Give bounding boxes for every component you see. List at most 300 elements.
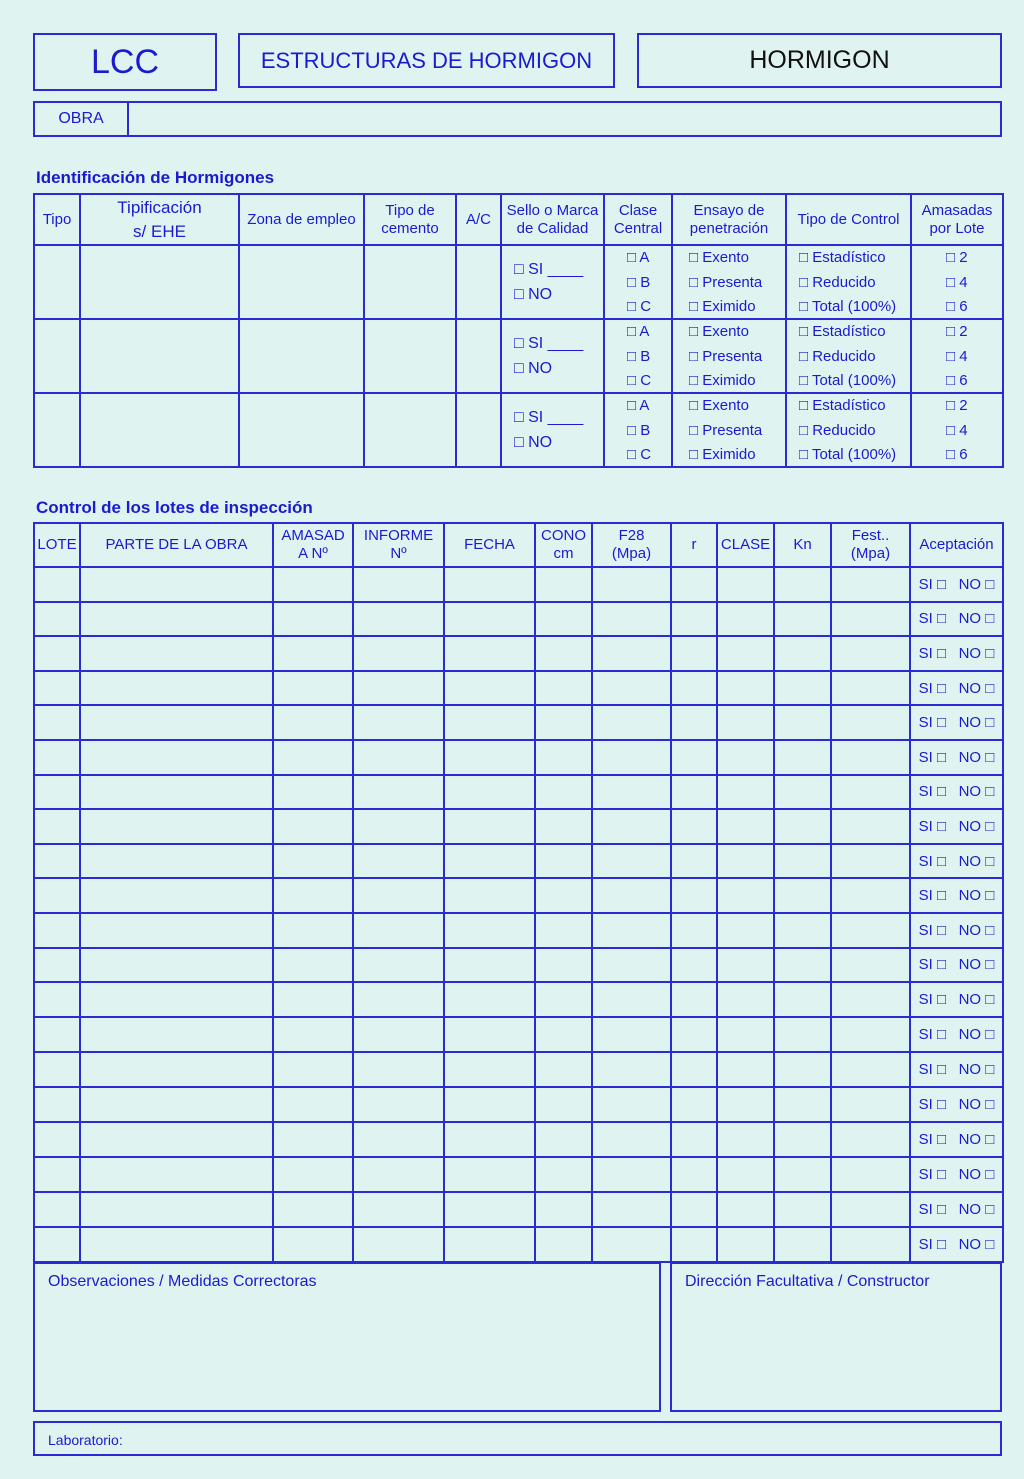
acceptance-cell[interactable] [910, 878, 1003, 913]
lots-cell[interactable] [444, 1192, 535, 1227]
lots-cell[interactable] [717, 948, 774, 983]
lots-cell[interactable] [535, 913, 592, 948]
lots-cell[interactable] [535, 1157, 592, 1192]
lots-cell[interactable] [671, 602, 717, 637]
ensayo-option[interactable]: □ Exento [689, 323, 749, 340]
lots-cell[interactable] [671, 1017, 717, 1052]
lots-cell[interactable] [353, 602, 444, 637]
acceptance-options[interactable]: SI □ NO □ [918, 817, 995, 835]
lots-cell[interactable] [273, 602, 353, 637]
lots-cell[interactable] [353, 705, 444, 740]
lots-cell[interactable] [831, 636, 910, 671]
lots-cell[interactable] [717, 775, 774, 810]
identification-cell[interactable] [604, 393, 672, 467]
lots-cell[interactable] [774, 948, 831, 983]
lots-cell[interactable] [831, 878, 910, 913]
lots-cell[interactable] [273, 740, 353, 775]
identification-cell[interactable] [80, 319, 239, 393]
identification-cell[interactable] [672, 245, 786, 319]
lots-cell[interactable] [444, 1052, 535, 1087]
control-option[interactable]: □ Estadístico [799, 249, 886, 266]
lots-cell[interactable] [535, 1227, 592, 1262]
lots-cell[interactable] [774, 740, 831, 775]
lots-cell[interactable] [444, 1122, 535, 1157]
identification-cell[interactable] [364, 319, 456, 393]
lots-cell[interactable] [831, 948, 910, 983]
ensayo-option[interactable]: □ Exento [689, 397, 749, 414]
ensayo-option[interactable]: □ Exento [689, 249, 749, 266]
lots-cell[interactable] [444, 1017, 535, 1052]
lots-cell[interactable] [717, 671, 774, 706]
lots-cell[interactable] [592, 948, 671, 983]
lots-cell[interactable] [592, 878, 671, 913]
acceptance-options[interactable]: SI □ NO □ [918, 1095, 995, 1113]
lots-cell[interactable] [273, 1017, 353, 1052]
identification-cell[interactable] [239, 393, 364, 467]
lots-cell[interactable] [671, 948, 717, 983]
lots-cell[interactable] [671, 913, 717, 948]
quality-seal-option[interactable]: □ NO [514, 286, 553, 303]
lots-cell[interactable] [535, 636, 592, 671]
acceptance-cell[interactable] [910, 913, 1003, 948]
acceptance-cell[interactable] [910, 1192, 1003, 1227]
lots-cell[interactable] [592, 636, 671, 671]
lots-cell[interactable] [535, 809, 592, 844]
lots-cell[interactable] [353, 567, 444, 602]
identification-cell[interactable] [786, 319, 911, 393]
lots-cell[interactable] [444, 1087, 535, 1122]
lots-cell[interactable] [34, 809, 80, 844]
lots-cell[interactable] [80, 567, 273, 602]
lots-cell[interactable] [717, 1227, 774, 1262]
lots-cell[interactable] [80, 775, 273, 810]
lots-cell[interactable] [717, 809, 774, 844]
lots-cell[interactable] [34, 1157, 80, 1192]
lots-cell[interactable] [671, 1087, 717, 1122]
lots-cell[interactable] [34, 705, 80, 740]
acceptance-cell[interactable] [910, 844, 1003, 879]
lots-cell[interactable] [353, 671, 444, 706]
lots-cell[interactable] [774, 1227, 831, 1262]
lots-cell[interactable] [671, 1122, 717, 1157]
lots-cell[interactable] [80, 948, 273, 983]
identification-cell[interactable] [501, 319, 604, 393]
lots-cell[interactable] [444, 567, 535, 602]
lots-cell[interactable] [774, 1052, 831, 1087]
lots-cell[interactable] [444, 1227, 535, 1262]
acceptance-options[interactable]: SI □ NO □ [918, 990, 995, 1008]
lots-cell[interactable] [353, 740, 444, 775]
acceptance-options[interactable]: SI □ NO □ [918, 1165, 995, 1183]
lots-cell[interactable] [34, 878, 80, 913]
lots-cell[interactable] [273, 1157, 353, 1192]
lots-cell[interactable] [831, 844, 910, 879]
lots-cell[interactable] [592, 705, 671, 740]
acceptance-options[interactable]: SI □ NO □ [918, 610, 995, 628]
identification-cell[interactable] [911, 393, 1003, 467]
lots-cell[interactable] [671, 567, 717, 602]
acceptance-cell[interactable] [910, 1227, 1003, 1262]
lots-cell[interactable] [444, 878, 535, 913]
lots-cell[interactable] [34, 844, 80, 879]
lots-cell[interactable] [774, 705, 831, 740]
lots-cell[interactable] [671, 671, 717, 706]
lots-cell[interactable] [717, 844, 774, 879]
lots-cell[interactable] [831, 567, 910, 602]
lots-cell[interactable] [80, 636, 273, 671]
lots-cell[interactable] [535, 740, 592, 775]
identification-cell[interactable] [672, 319, 786, 393]
lots-cell[interactable] [671, 636, 717, 671]
quality-seal-option[interactable]: □ SI ____ [514, 335, 584, 352]
acceptance-options[interactable]: SI □ NO □ [918, 956, 995, 974]
lots-cell[interactable] [592, 982, 671, 1017]
lots-cell[interactable] [671, 878, 717, 913]
lots-cell[interactable] [353, 844, 444, 879]
lots-cell[interactable] [671, 705, 717, 740]
lots-cell[interactable] [444, 671, 535, 706]
lots-cell[interactable] [273, 878, 353, 913]
lots-cell[interactable] [80, 1227, 273, 1262]
lots-cell[interactable] [831, 705, 910, 740]
identification-cell[interactable] [34, 319, 80, 393]
acceptance-cell[interactable] [910, 740, 1003, 775]
lots-cell[interactable] [592, 602, 671, 637]
lots-cell[interactable] [273, 775, 353, 810]
lots-cell[interactable] [831, 1192, 910, 1227]
lots-cell[interactable] [353, 878, 444, 913]
clase-option[interactable]: □ B [627, 273, 651, 291]
lots-cell[interactable] [592, 567, 671, 602]
ensayo-option[interactable]: □ Presenta [689, 347, 763, 365]
lots-cell[interactable] [444, 1157, 535, 1192]
lots-cell[interactable] [34, 671, 80, 706]
acceptance-options[interactable]: SI □ NO □ [918, 852, 995, 870]
identification-cell[interactable] [364, 245, 456, 319]
identification-cell[interactable] [239, 319, 364, 393]
lots-cell[interactable] [353, 982, 444, 1017]
acceptance-cell[interactable] [910, 948, 1003, 983]
lots-cell[interactable] [444, 913, 535, 948]
lots-cell[interactable] [444, 982, 535, 1017]
lots-cell[interactable] [80, 1157, 273, 1192]
lots-cell[interactable] [34, 602, 80, 637]
lots-cell[interactable] [717, 567, 774, 602]
clase-option[interactable]: □ B [627, 347, 651, 365]
lots-cell[interactable] [592, 1192, 671, 1227]
lots-cell[interactable] [592, 671, 671, 706]
lots-cell[interactable] [273, 1122, 353, 1157]
identification-cell[interactable] [456, 393, 501, 467]
ensayo-option[interactable]: □ Eximido [689, 446, 756, 463]
lots-cell[interactable] [717, 1122, 774, 1157]
lots-cell[interactable] [774, 775, 831, 810]
lots-cell[interactable] [831, 1087, 910, 1122]
lots-cell[interactable] [80, 844, 273, 879]
lots-cell[interactable] [535, 948, 592, 983]
lots-cell[interactable] [671, 775, 717, 810]
lots-cell[interactable] [717, 740, 774, 775]
lots-cell[interactable] [535, 1017, 592, 1052]
acceptance-options[interactable]: SI □ NO □ [918, 679, 995, 697]
lots-cell[interactable] [353, 1017, 444, 1052]
lots-cell[interactable] [774, 671, 831, 706]
identification-cell[interactable] [501, 393, 604, 467]
lots-cell[interactable] [535, 602, 592, 637]
lots-cell[interactable] [273, 705, 353, 740]
lots-cell[interactable] [774, 982, 831, 1017]
identification-cell[interactable] [672, 393, 786, 467]
lots-cell[interactable] [592, 1157, 671, 1192]
control-option[interactable]: □ Reducido [799, 273, 876, 291]
lots-cell[interactable] [774, 878, 831, 913]
identification-cell[interactable] [604, 319, 672, 393]
lots-cell[interactable] [717, 913, 774, 948]
lots-cell[interactable] [774, 567, 831, 602]
lots-cell[interactable] [80, 740, 273, 775]
control-option[interactable]: □ Estadístico [799, 397, 886, 414]
lots-cell[interactable] [592, 844, 671, 879]
laboratory-box[interactable] [33, 1421, 1002, 1456]
identification-cell[interactable] [456, 245, 501, 319]
clase-option[interactable]: □ A [627, 323, 650, 340]
amasadas-option[interactable]: □ 2 [946, 249, 968, 266]
lots-cell[interactable] [717, 636, 774, 671]
lots-cell[interactable] [671, 809, 717, 844]
control-option[interactable]: □ Total (100%) [799, 298, 897, 315]
acceptance-options[interactable]: SI □ NO □ [918, 748, 995, 766]
amasadas-option[interactable]: □ 6 [946, 372, 968, 389]
identification-cell[interactable] [80, 245, 239, 319]
lots-cell[interactable] [592, 775, 671, 810]
lots-cell[interactable] [717, 1017, 774, 1052]
lots-cell[interactable] [353, 1052, 444, 1087]
lots-cell[interactable] [444, 809, 535, 844]
lots-cell[interactable] [353, 1122, 444, 1157]
lots-cell[interactable] [273, 1052, 353, 1087]
lots-cell[interactable] [353, 913, 444, 948]
lots-cell[interactable] [353, 775, 444, 810]
lots-cell[interactable] [671, 1192, 717, 1227]
lots-cell[interactable] [80, 982, 273, 1017]
control-option[interactable]: □ Total (100%) [799, 446, 897, 463]
lots-cell[interactable] [273, 982, 353, 1017]
lots-cell[interactable] [592, 913, 671, 948]
identification-cell[interactable] [786, 245, 911, 319]
lots-cell[interactable] [34, 636, 80, 671]
lots-cell[interactable] [774, 602, 831, 637]
clase-option[interactable]: □ C [627, 446, 652, 463]
ensayo-option[interactable]: □ Presenta [689, 421, 763, 439]
acceptance-cell[interactable] [910, 1017, 1003, 1052]
lots-cell[interactable] [535, 878, 592, 913]
control-option[interactable]: □ Total (100%) [799, 372, 897, 389]
acceptance-cell[interactable] [910, 1122, 1003, 1157]
lots-cell[interactable] [535, 844, 592, 879]
lots-cell[interactable] [535, 982, 592, 1017]
observations-box[interactable] [33, 1262, 661, 1412]
lots-cell[interactable] [717, 1052, 774, 1087]
lots-cell[interactable] [80, 1017, 273, 1052]
quality-seal-option[interactable]: □ NO [514, 434, 553, 451]
lots-cell[interactable] [80, 878, 273, 913]
lots-cell[interactable] [831, 1157, 910, 1192]
identification-cell[interactable] [364, 393, 456, 467]
lots-cell[interactable] [774, 809, 831, 844]
lots-cell[interactable] [831, 1052, 910, 1087]
acceptance-options[interactable]: SI □ NO □ [918, 1130, 995, 1148]
acceptance-cell[interactable] [910, 775, 1003, 810]
acceptance-options[interactable]: SI □ NO □ [918, 644, 995, 662]
lots-cell[interactable] [831, 1017, 910, 1052]
lots-cell[interactable] [273, 671, 353, 706]
lots-cell[interactable] [831, 1122, 910, 1157]
lots-cell[interactable] [273, 844, 353, 879]
acceptance-cell[interactable] [910, 1157, 1003, 1192]
acceptance-cell[interactable] [910, 1087, 1003, 1122]
control-option[interactable]: □ Estadístico [799, 323, 886, 340]
obra-field[interactable] [33, 101, 1002, 137]
identification-cell[interactable] [911, 245, 1003, 319]
lots-cell[interactable] [671, 1227, 717, 1262]
lots-cell[interactable] [774, 913, 831, 948]
lots-cell[interactable] [34, 1087, 80, 1122]
acceptance-options[interactable]: SI □ NO □ [918, 887, 995, 905]
lots-cell[interactable] [353, 809, 444, 844]
lots-cell[interactable] [273, 913, 353, 948]
lots-cell[interactable] [831, 1227, 910, 1262]
lots-cell[interactable] [34, 567, 80, 602]
lots-cell[interactable] [444, 636, 535, 671]
identification-cell[interactable] [604, 245, 672, 319]
lots-cell[interactable] [80, 913, 273, 948]
lots-cell[interactable] [353, 636, 444, 671]
lots-cell[interactable] [592, 809, 671, 844]
lots-cell[interactable] [717, 982, 774, 1017]
acceptance-cell[interactable] [910, 809, 1003, 844]
lots-cell[interactable] [671, 844, 717, 879]
lots-cell[interactable] [80, 1052, 273, 1087]
amasadas-option[interactable]: □ 2 [946, 397, 968, 414]
lots-cell[interactable] [592, 1122, 671, 1157]
lots-cell[interactable] [535, 1052, 592, 1087]
lots-cell[interactable] [774, 844, 831, 879]
acceptance-cell[interactable] [910, 705, 1003, 740]
acceptance-cell[interactable] [910, 671, 1003, 706]
control-option[interactable]: □ Reducido [799, 347, 876, 365]
acceptance-options[interactable]: SI □ NO □ [918, 575, 995, 593]
lots-cell[interactable] [80, 671, 273, 706]
lots-cell[interactable] [444, 948, 535, 983]
lots-cell[interactable] [671, 740, 717, 775]
lots-cell[interactable] [273, 636, 353, 671]
lots-cell[interactable] [444, 844, 535, 879]
acceptance-options[interactable]: SI □ NO □ [918, 783, 995, 801]
lots-cell[interactable] [774, 1192, 831, 1227]
lots-cell[interactable] [717, 1087, 774, 1122]
lots-cell[interactable] [34, 1227, 80, 1262]
clase-option[interactable]: □ A [627, 397, 650, 414]
quality-seal-option[interactable]: □ SI ____ [514, 409, 584, 426]
clase-option[interactable]: □ C [627, 298, 652, 315]
lots-cell[interactable] [592, 1052, 671, 1087]
acceptance-options[interactable]: SI □ NO □ [918, 714, 995, 732]
lots-cell[interactable] [273, 948, 353, 983]
lots-cell[interactable] [273, 809, 353, 844]
lots-cell[interactable] [717, 602, 774, 637]
lots-cell[interactable] [717, 705, 774, 740]
lots-cell[interactable] [535, 1122, 592, 1157]
acceptance-cell[interactable] [910, 1052, 1003, 1087]
lots-cell[interactable] [831, 809, 910, 844]
lots-cell[interactable] [34, 982, 80, 1017]
clase-option[interactable]: □ B [627, 421, 651, 439]
lots-cell[interactable] [34, 1017, 80, 1052]
lots-cell[interactable] [831, 913, 910, 948]
lots-cell[interactable] [774, 1122, 831, 1157]
identification-cell[interactable] [786, 393, 911, 467]
lots-cell[interactable] [80, 705, 273, 740]
lots-cell[interactable] [592, 1227, 671, 1262]
acceptance-cell[interactable] [910, 636, 1003, 671]
lots-cell[interactable] [80, 809, 273, 844]
lots-cell[interactable] [444, 705, 535, 740]
lots-cell[interactable] [80, 1192, 273, 1227]
lots-cell[interactable] [80, 1122, 273, 1157]
lots-cell[interactable] [671, 1157, 717, 1192]
quality-seal-option[interactable]: □ SI ____ [514, 261, 584, 278]
lots-cell[interactable] [717, 1192, 774, 1227]
direction-box[interactable] [670, 1262, 1002, 1412]
ensayo-option[interactable]: □ Eximido [689, 298, 756, 315]
lots-cell[interactable] [34, 1192, 80, 1227]
lots-cell[interactable] [444, 602, 535, 637]
acceptance-options[interactable]: SI □ NO □ [918, 1200, 995, 1218]
acceptance-options[interactable]: SI □ NO □ [918, 1235, 995, 1253]
lots-cell[interactable] [774, 1157, 831, 1192]
lots-cell[interactable] [831, 740, 910, 775]
lots-cell[interactable] [273, 567, 353, 602]
lots-cell[interactable] [80, 602, 273, 637]
lots-cell[interactable] [592, 1017, 671, 1052]
clase-option[interactable]: □ A [627, 249, 650, 266]
identification-cell[interactable] [34, 393, 80, 467]
lots-cell[interactable] [535, 705, 592, 740]
amasadas-option[interactable]: □ 6 [946, 298, 968, 315]
lots-cell[interactable] [535, 671, 592, 706]
lots-cell[interactable] [34, 1052, 80, 1087]
lots-cell[interactable] [535, 775, 592, 810]
acceptance-cell[interactable] [910, 982, 1003, 1017]
amasadas-option[interactable]: □ 2 [946, 323, 968, 340]
acceptance-options[interactable]: SI □ NO □ [918, 1025, 995, 1043]
lots-cell[interactable] [774, 1087, 831, 1122]
identification-cell[interactable] [456, 319, 501, 393]
lots-cell[interactable] [353, 1157, 444, 1192]
lots-cell[interactable] [774, 636, 831, 671]
lots-cell[interactable] [535, 567, 592, 602]
clase-option[interactable]: □ C [627, 372, 652, 389]
lots-cell[interactable] [80, 1087, 273, 1122]
lots-cell[interactable] [444, 740, 535, 775]
identification-cell[interactable] [80, 393, 239, 467]
lots-cell[interactable] [535, 1087, 592, 1122]
amasadas-option[interactable]: □ 6 [946, 446, 968, 463]
lots-cell[interactable] [34, 913, 80, 948]
lots-cell[interactable] [592, 1087, 671, 1122]
lots-cell[interactable] [774, 1017, 831, 1052]
lots-cell[interactable] [831, 602, 910, 637]
